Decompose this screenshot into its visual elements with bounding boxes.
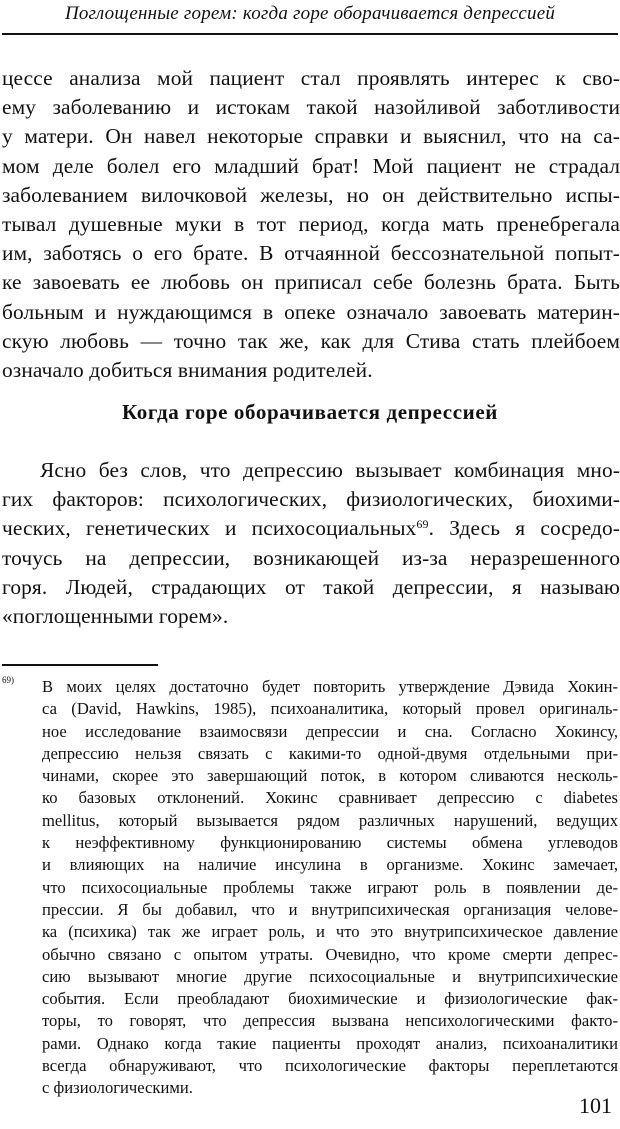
footnote-line: к неэффективному функционированию системы обмена углеводов <box>42 833 618 853</box>
text-line: тывал душевные муки в тот период, когда мать пренебрегала <box>2 211 620 236</box>
text-line: им, заботясь о его брате. В отчаянной бессознательной попыт- <box>2 241 620 266</box>
paragraph-2 <box>2 456 620 631</box>
footnote-line: и влияющих на наличие инсулина в организме. Хокинс замечает, <box>42 855 618 875</box>
footnote-rule <box>2 664 158 666</box>
text-line-with-footnote-ref <box>2 514 620 543</box>
footnote-line: с физиологическими. <box>42 1078 193 1098</box>
text-segment: . Здесь я сосредо- <box>428 516 620 541</box>
footnote-line: депрессию нельзя связать с какими-то одной-двумя отдельными при- <box>42 743 618 763</box>
footnote-line: са (David, Hawkins, 1985), психоаналитика, который провел оригиналь- <box>42 699 618 719</box>
footnote-69 <box>42 676 618 1100</box>
footnote-line: В моих целях достаточно будет повторить утверждение Дэвида Хокин- <box>42 677 618 696</box>
footnote-line: ко базовых отклонений. Хокинс сравнивает депрессию с diabetes <box>42 788 618 808</box>
footnote-line: чинами, скорее это завершающий поток, в котором сливаются несколь- <box>42 766 618 786</box>
running-header: Поглощенные горем: когда горе оборачивается депрессией <box>64 3 556 24</box>
page-number: 101 <box>579 1093 612 1118</box>
footnote-line: обычно связано с опытом утраты. Очевидно, что кроме смерти депрес- <box>42 944 618 964</box>
footnote-line: сию вызывают многие другие психосоциальные и внутрипсихические <box>42 966 618 986</box>
text-line: ке завоевать ее любовь он приписал себе болезнь брата. Быть <box>2 270 620 295</box>
text-line: мом деле болел его младший брат! Мой пациент не страдал <box>2 153 620 178</box>
section-heading: Когда горе оборачивается депрессией <box>122 400 498 424</box>
text-line: у матери. Он навел некоторые справки и выяснил, что на са- <box>2 124 620 149</box>
paragraph-1 <box>2 64 620 385</box>
footnote-line: mellitus, который вызывается рядом различных нарушений, ведущих <box>42 810 618 830</box>
footnote-line: торы, то говорят, что депрессия вызвана непсихологическими факто- <box>42 1011 618 1031</box>
text-line: точусь на депрессии, возникающей из-за неразрешенного <box>2 545 620 570</box>
text-line: Ясно без слов, что депрессию вызывает комбинация мно- <box>40 458 620 482</box>
text-line: «поглощенными горем». <box>2 603 229 628</box>
text-line: заболеванием вилочковой железы, но он действительно испы- <box>2 182 620 207</box>
footnote-marker: 69) <box>2 675 14 685</box>
footnote-line: рами. Однако когда такие пациенты проходят анализ, психоаналитики <box>42 1033 618 1053</box>
text-line: ему заболеванию и истокам такой назойливой заботливости <box>2 95 620 120</box>
text-line: скую любовь — точно так же, как для Стива стать плейбоем <box>2 328 620 353</box>
footnote-line: прессии. Я бы добавил, что и внутрипсихическая организация челове- <box>42 899 618 919</box>
text-line: горя. Людей, страдающих от такой депрессии, я называю <box>2 574 620 599</box>
footnote-line: ка (психика) так же играет роль, и что это внутрипсихическое давление <box>42 922 618 942</box>
footnote-line: события. Если преобладают биохимические и физиологические фак- <box>42 989 618 1009</box>
footnote-line: что психосоциальные проблемы также играют роль в появлении де- <box>42 877 618 897</box>
footnote-line: всегда обнаруживают, что психологические факторы переплетаются <box>42 1056 618 1076</box>
text-line: означало добиться внимания родителей. <box>2 357 373 382</box>
text-line: цессе анализа мой пациент стал проявлять интерес к сво- <box>2 66 620 90</box>
footnote-reference[interactable]: 69 <box>416 517 429 532</box>
footnote-line: ное исследование взаимосвязи депрессии и сна. Согласно Хокинсу, <box>42 721 618 741</box>
header-rule <box>2 33 618 35</box>
text-segment: ческих, генетических и психосоциальных <box>2 516 417 541</box>
text-line: больным и нуждающимся в опеке означало завоевать материн- <box>2 299 620 324</box>
text-line: гих факторов: психологических, физиологических, биохими- <box>2 487 620 512</box>
